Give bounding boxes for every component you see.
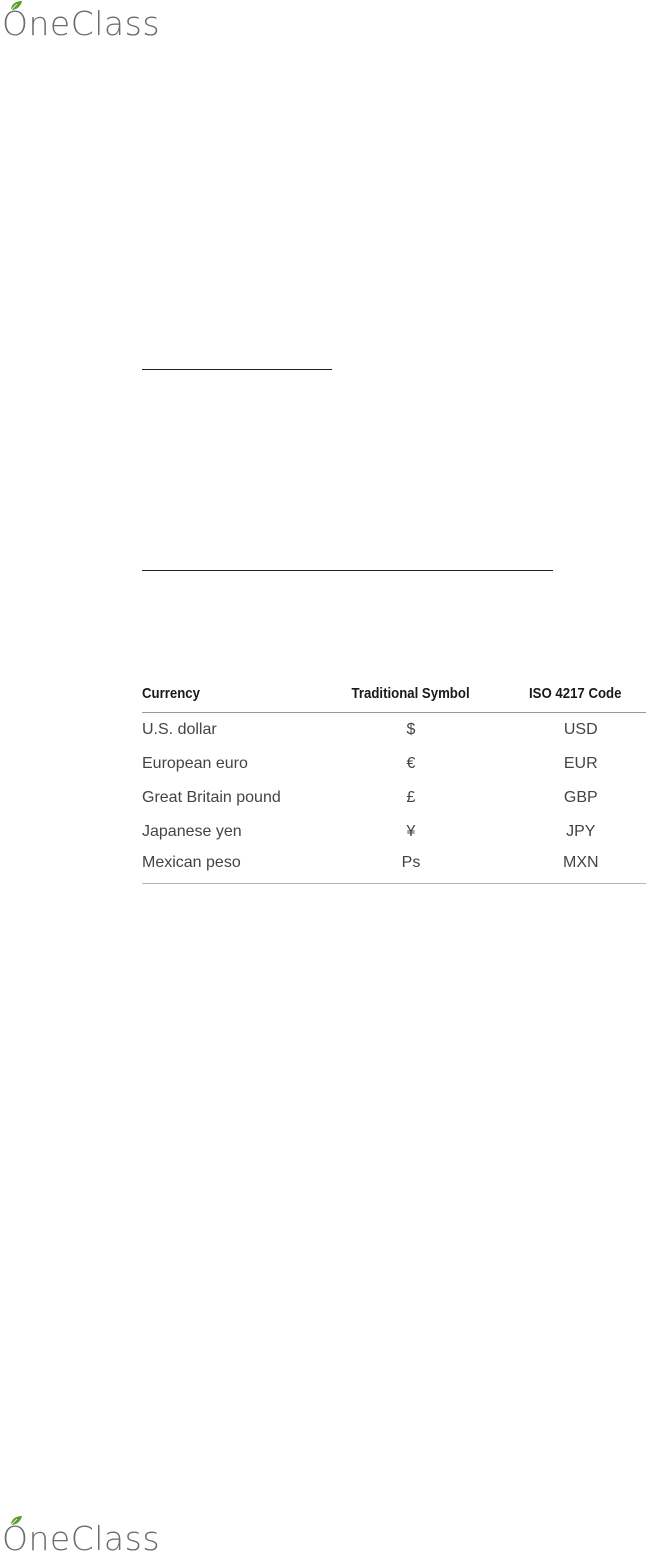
cell-code: EUR [563,755,598,772]
table-header-row [142,680,646,713]
cell-symbol: £ [406,789,416,806]
table-row [142,781,646,815]
header-traditional-symbol: Traditional Symbol [330,680,493,713]
logo-wordmark: OneClass [2,1519,161,1558]
table-row [142,747,646,781]
cell-code: MXN [504,849,646,884]
cell-currency: European euro [142,755,248,772]
table-row [142,849,646,884]
blank-line-1 [142,369,332,370]
cell-symbol: $ [406,721,416,738]
oneclass-logo-bottom [0,1515,200,1561]
logo-wordmark: OneClass [2,4,161,43]
cell-currency: Japanese yen [142,823,242,840]
cell-currency: Mexican peso [142,849,318,884]
cell-symbol: Ps [318,849,503,884]
header-currency: Currency [142,680,297,713]
blank-line-2 [142,570,553,571]
cell-code: GBP [563,789,598,806]
cell-symbol: € [406,755,416,772]
table-row [142,713,646,748]
header-iso-code: ISO 4217 Code [512,680,637,713]
cell-symbol: ¥ [406,823,416,840]
cell-code: JPY [566,823,596,840]
oneclass-logo-top [0,0,200,46]
cell-currency: Great Britain pound [142,789,281,806]
table-row [142,815,646,849]
cell-currency: U.S. dollar [142,721,217,738]
currency-table [142,680,646,884]
cell-code: USD [563,721,598,738]
